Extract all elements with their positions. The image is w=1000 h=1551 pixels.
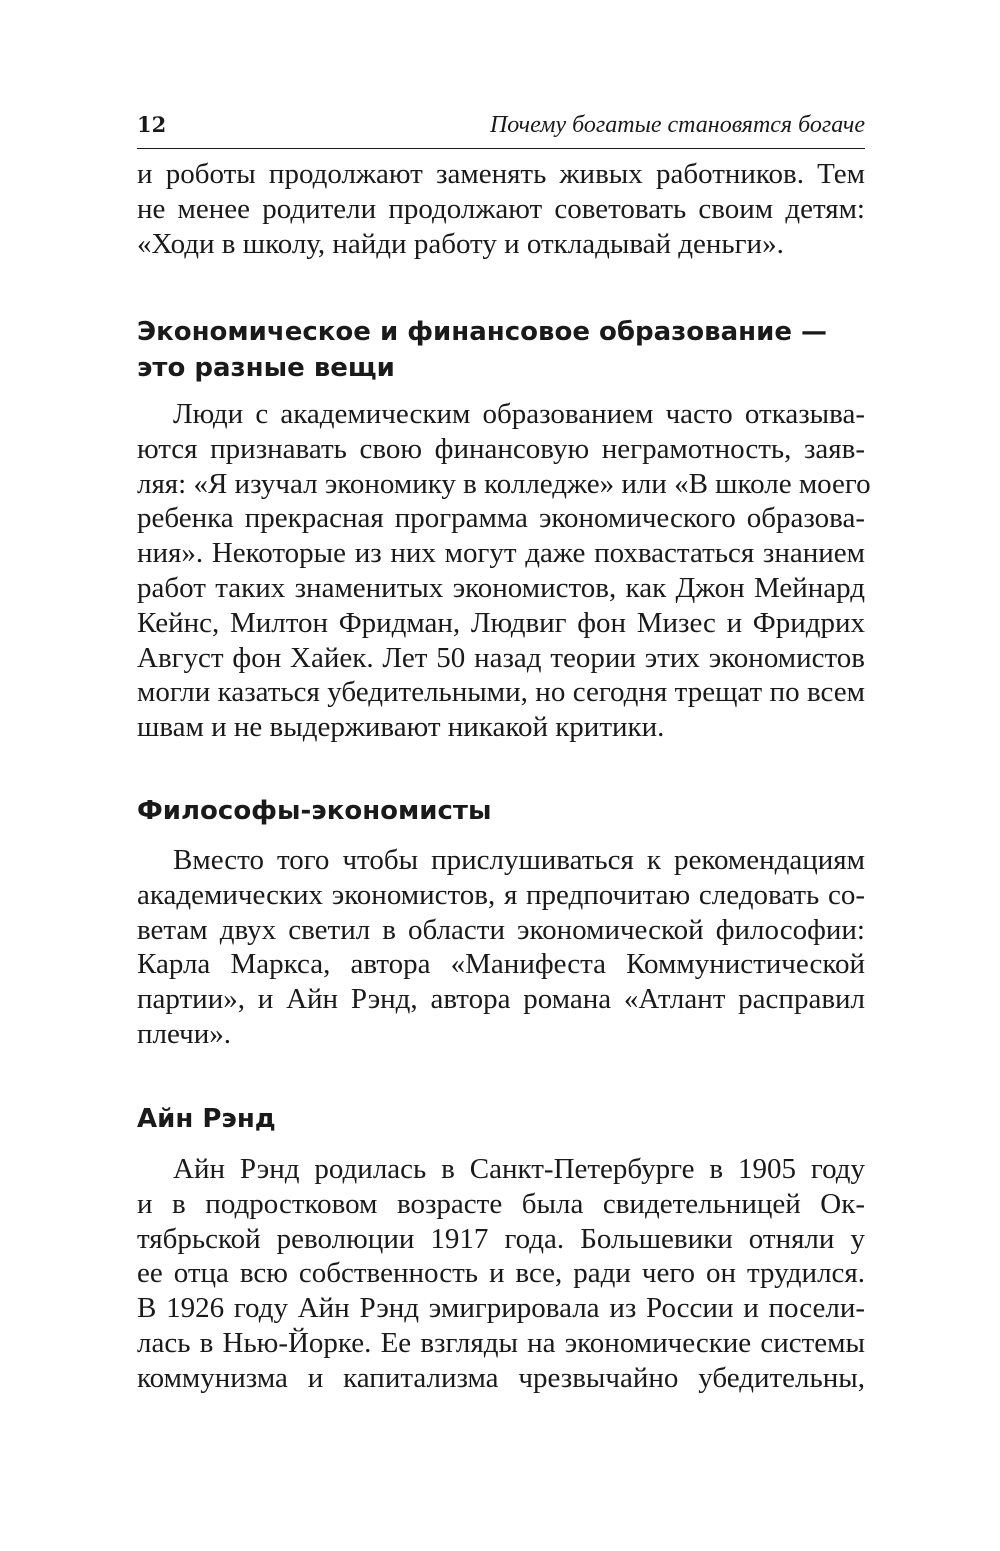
heading-line: это разные вещи <box>137 353 395 383</box>
text-line: Люди с академическим образованием часто отказыва- <box>173 398 865 430</box>
heading-line: Философы-экономисты <box>137 796 492 826</box>
heading-line: Айн Рэнд <box>137 1104 276 1134</box>
section-1-paragraph <box>137 397 871 745</box>
text-line: Вместо того чтобы прислушиваться к рекомендациям <box>173 844 865 876</box>
text-line: ются признавать свою финансовую неграмотность, заяв- <box>137 432 865 465</box>
text-line: лась в Нью-Йорке. Ее взгляды на экономические системы <box>137 1326 865 1359</box>
text-line: швам и не выдерживают никакой критики. <box>137 711 665 744</box>
text-line: и в подростковом возрасте была свидетельницей Ок- <box>137 1187 865 1220</box>
section-heading-philosophers-economists <box>137 793 865 829</box>
section-2-paragraph <box>137 843 865 1052</box>
text-line: ребенка прекрасная программа экономического образова- <box>137 502 865 535</box>
text-line: Карла Маркса, автора «Манифеста Коммунистической <box>137 948 865 981</box>
text-line: Август фон Хайек. Лет 50 назад теории этих экономистов <box>137 641 865 674</box>
text-line: тябрьской революции 1917 года. Большевики отняли у <box>137 1222 865 1255</box>
text-line: партии», и Айн Рэнд, автора романа «Атлант расправил <box>137 983 865 1016</box>
book-title: Почему богатые становятся богаче <box>489 112 865 138</box>
text-line: академических экономистов, я предпочитаю следовать со- <box>137 878 865 911</box>
section-heading-economic-education <box>137 314 865 386</box>
running-header <box>137 108 865 149</box>
section-heading-ayn-rand <box>137 1101 865 1137</box>
text-line: плечи». <box>137 1017 231 1050</box>
text-line: коммунизма и капитализма чрезвычайно убедительны, <box>137 1361 865 1394</box>
text-line: и роботы продолжают заменять живых работников. Тем <box>137 158 865 190</box>
text-line: ветам двух светил в области экономической философии: <box>137 913 865 946</box>
heading-line: Экономическое и финансовое образование — <box>137 317 828 347</box>
text-line: не менее родители продолжают советовать своим детям: <box>137 192 865 225</box>
intro-paragraph <box>137 157 865 261</box>
text-line: ее отца всю собственность и все, ради чего он трудился. <box>137 1257 865 1290</box>
text-line: ния». Некоторые из них могут даже похвастаться знанием <box>137 537 865 570</box>
text-line: Айн Рэнд родилась в Санкт-Петербурге в 1905 году <box>173 1153 865 1185</box>
text-line: «Ходи в школу, найди работу и откладывай деньги». <box>137 227 784 260</box>
section-3-paragraph <box>137 1152 865 1396</box>
text-line: могли казаться убедительными, но сегодня трещат по всем <box>137 676 865 709</box>
text-line: Кейнс, Милтон Фридман, Людвиг фон Мизес и Фридрих <box>137 606 865 639</box>
text-line: работ таких знаменитых экономистов, как Джон Мейнард <box>137 571 865 604</box>
text-line: ляя: «Я изучал экономику в колледже» или «В школе моего <box>137 467 871 500</box>
text-line: В 1926 году Айн Рэнд эмигрировала из России и посели- <box>137 1292 865 1325</box>
page-number: 12 <box>137 112 167 137</box>
